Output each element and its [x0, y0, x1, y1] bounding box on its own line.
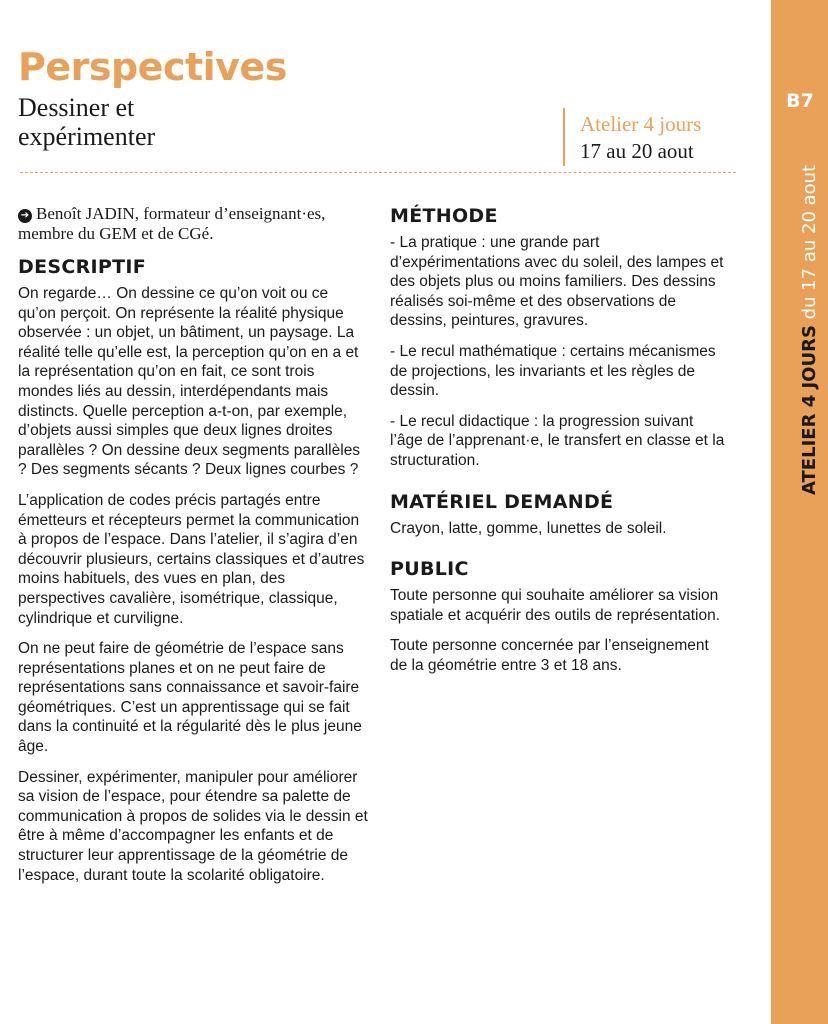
section-gap	[390, 549, 730, 558]
descriptif-heading: DESCRIPTIF	[18, 256, 147, 278]
methode-paragraph: - Le recul mathématique : certains mécanismes de projections, les invariants et les règles de dessin.	[390, 342, 716, 400]
descriptif-paragraph: Dessiner, expérimenter, manipuler pour améliorer sa vision de l’espace, pour étendre sa palette de communication à propos de solides via le dessin et être à même d’accompagner les enfants et de structurer leur apprentissage de la géométrie de l’espace, durant toute la scolarité obligatoire.	[18, 768, 368, 884]
public-heading: PUBLIC	[390, 558, 469, 581]
subtitle-line: expérimenter	[18, 122, 156, 151]
workshop-code: B7	[786, 90, 814, 112]
descriptif-paragraph: On ne peut faire de géométrie de l’espace sans représentations planes et on ne peut faire de représentations sans connaissance et savoir-faire géométriques. C’est un apprentissage qui se fait dans la continuité et la régularité dès le plus jeune âge.	[18, 640, 362, 756]
page-title: Perspectives	[18, 45, 287, 89]
subtitle-line: Dessiner et	[18, 93, 135, 122]
materiel-heading: MATÉRIEL DEMANDÉ	[390, 490, 614, 513]
materiel-paragraph: Crayon, latte, gomme, lunettes de soleil.	[390, 519, 667, 537]
side-band-text	[799, 127, 821, 495]
band-light-text: du 17 au 20 aout	[799, 164, 820, 320]
methode-paragraph: - Le recul didactique : la progression suivant l’âge de l’apprenant·e, le transfert en classe et la structuration.	[390, 412, 725, 469]
atelier-label: Atelier 4 jours	[580, 112, 702, 136]
methode-paragraph: - La pratique : une grande part d’expérimentations avec du soleil, des lampes et des objets plus ou moins familiers. Des dessins réalisés soi-même et des observations de dessins, peintures, gravures.	[390, 234, 724, 330]
descriptif-paragraph: L’application de codes précis partagés entre émetteurs et récepteurs permet la communication à propos de l’espace. Dans l’atelier, il s’agira d’en découvrir plusieurs, certains classiques et d’autres moins habituels, des vues en plan, des perspectives cavalière, isométrique, classique, cylindrique et curviligne.	[18, 491, 365, 627]
dashed-separator	[20, 172, 736, 173]
right-column	[390, 205, 730, 687]
header-divider	[563, 108, 565, 166]
left-column	[18, 204, 368, 896]
atelier-dates: 17 au 20 aout	[580, 139, 694, 163]
author-credit	[18, 204, 368, 244]
page-subtitle	[18, 93, 318, 151]
author-text: Benoît JADIN, formateur d’enseignant·es, membre du GEM et de CGé.	[18, 204, 326, 243]
band-strong-text: ATELIER 4 JOURS	[799, 325, 820, 495]
section-gap	[390, 482, 730, 491]
arrow-circle-icon: ➔	[18, 209, 32, 223]
public-paragraph: Toute personne qui souhaite améliorer sa vision spatiale et acquérir des outils de représentation.	[390, 587, 721, 624]
descriptif-paragraph: On regarde… On dessine ce qu’on voit ou ce qu’on perçoit. On représente la réalité physique observée : un objet, un bâtiment, un paysage. La réalité telle qu’elle est, la perception qu’on en a et la représentation qu’on en fait, ce sont trois mondes liés au dessin, interdépendants mais distincts. Quelle perception a-t-on, par exemple, d’objets aussi simples que deux lignes droites parallèles ? On dessine deux segments parallèles ? Des segments sécants ? Deux lignes courbes ?	[18, 285, 361, 479]
public-paragraph: Toute personne concernée par l’enseignement de la géométrie entre 3 et 18 ans.	[390, 637, 709, 674]
methode-heading: MÉTHODE	[390, 205, 498, 227]
